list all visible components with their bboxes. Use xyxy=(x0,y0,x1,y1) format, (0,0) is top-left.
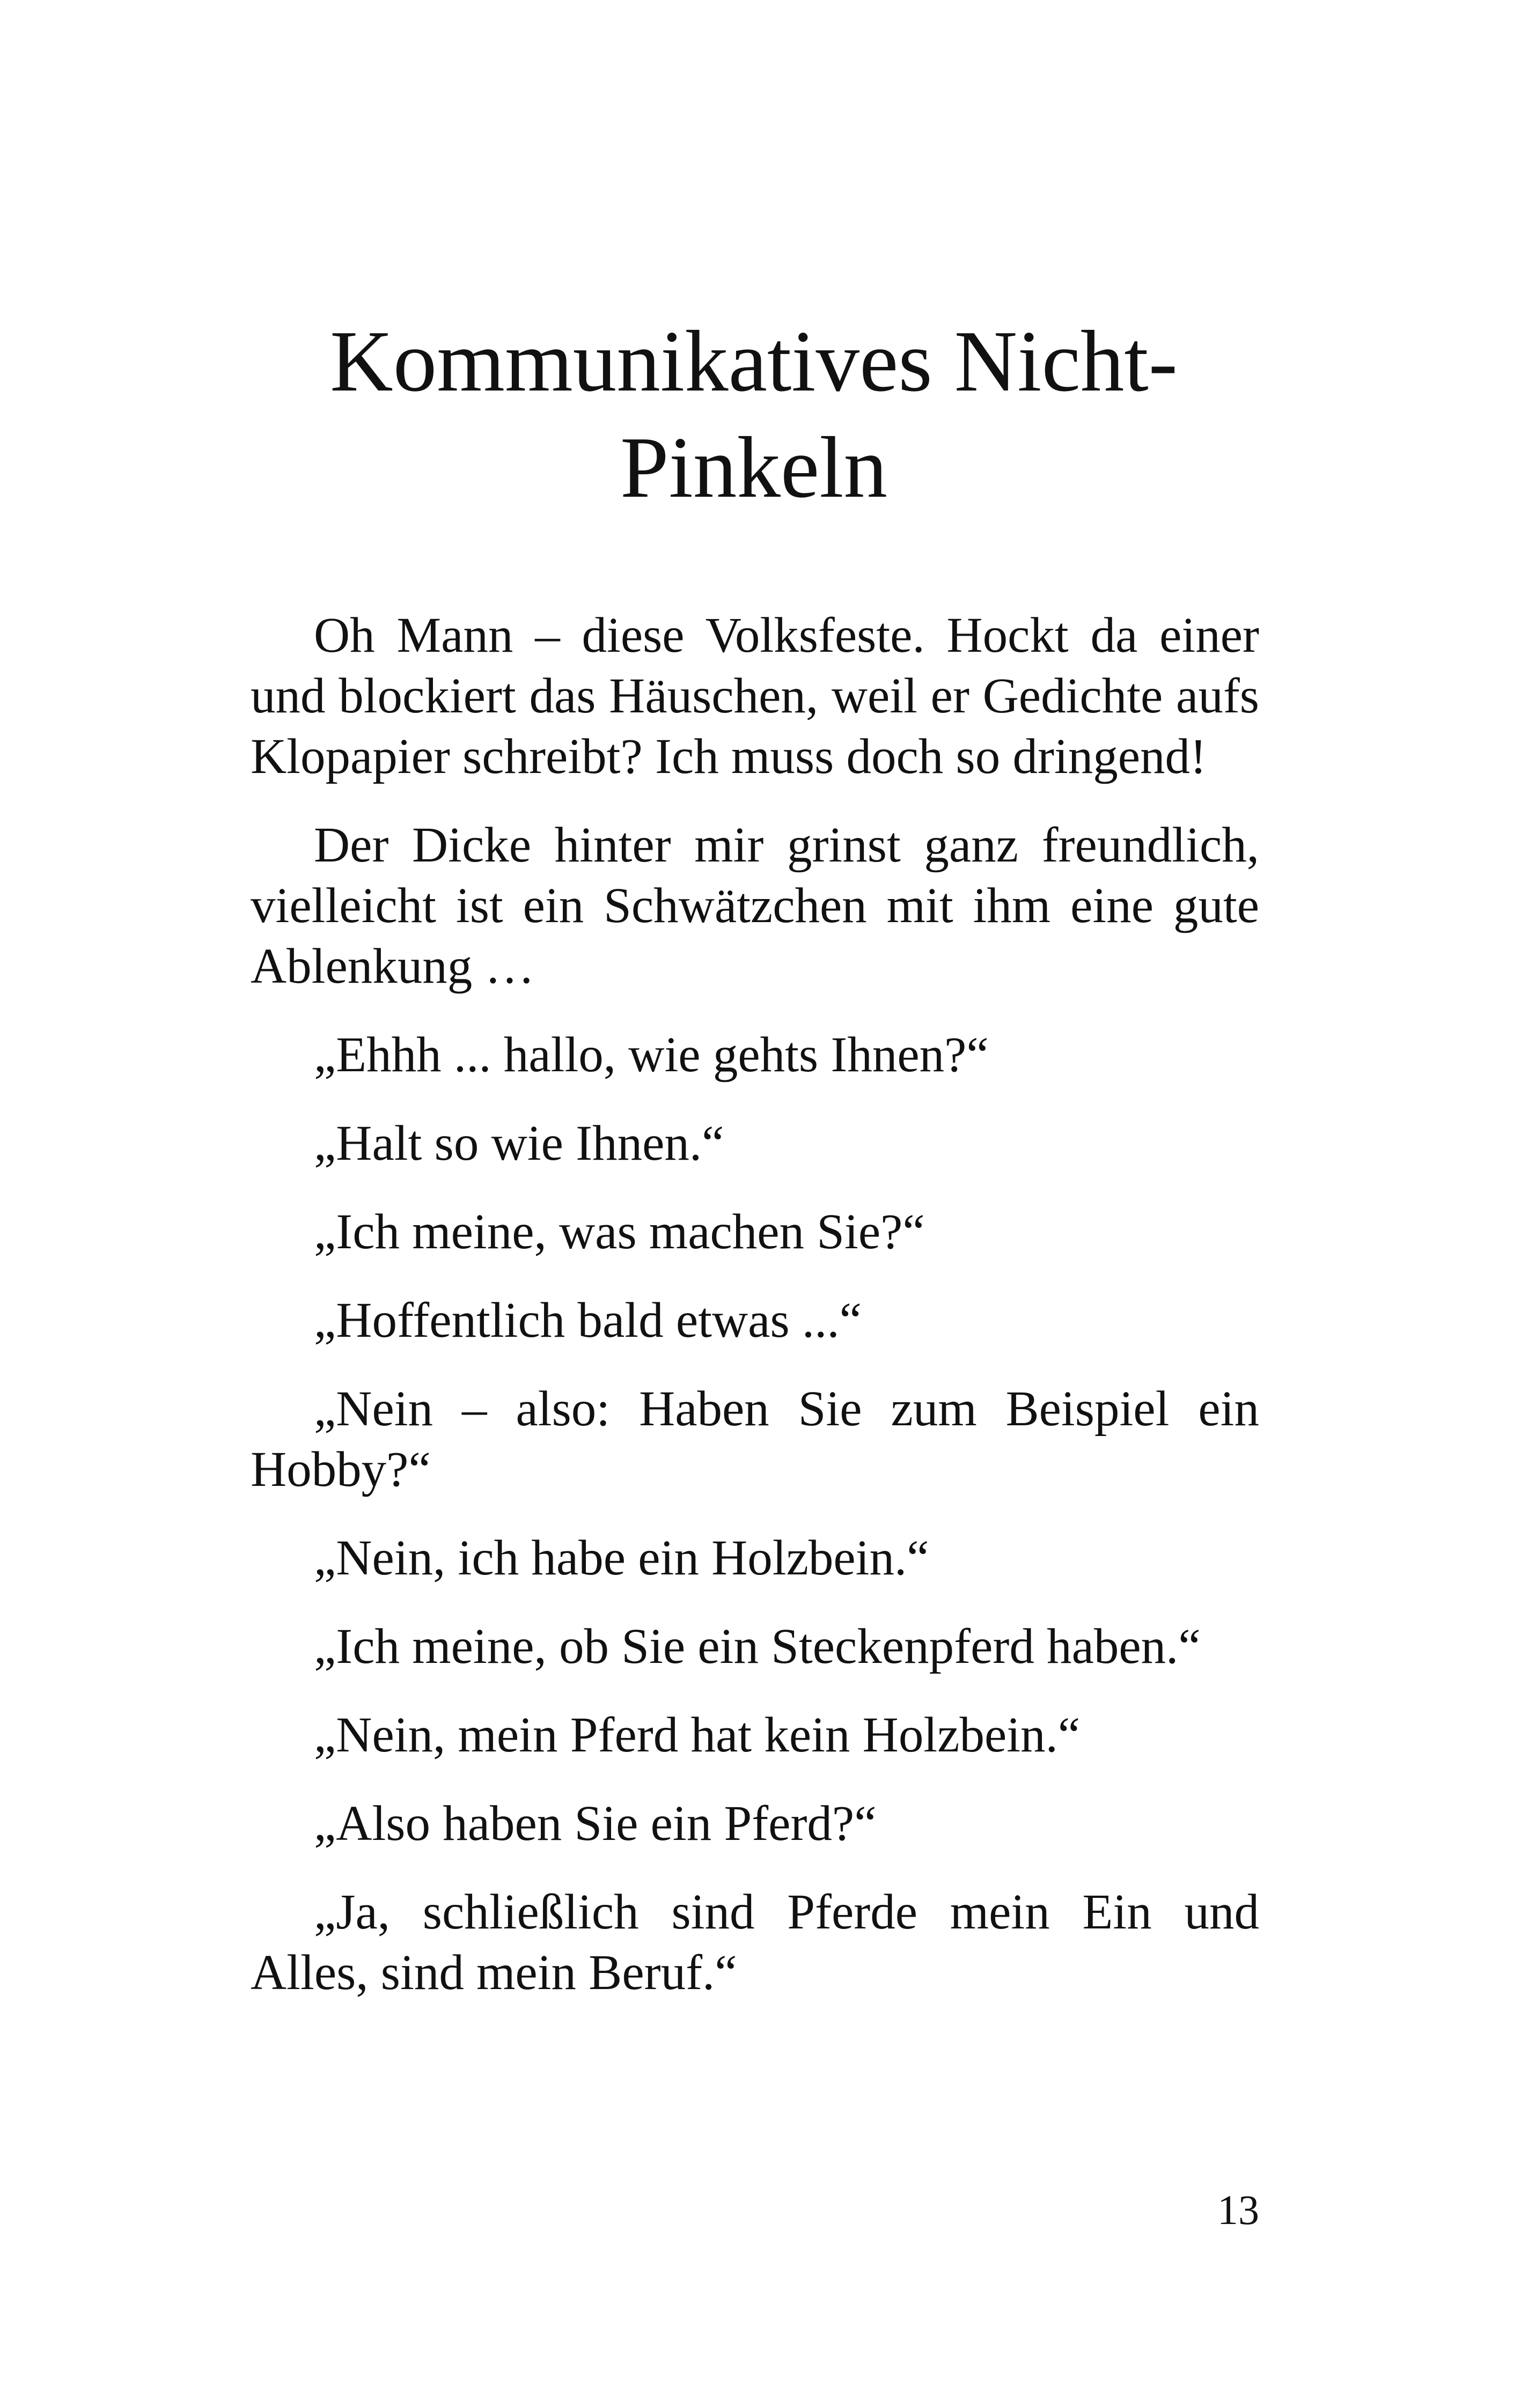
body-text xyxy=(251,605,1259,2031)
chapter-title xyxy=(252,308,1255,521)
dialogue-line: „Ich meine, was machen Sie?“ xyxy=(314,1204,925,1260)
dialogue-line: „Halt so wie Ihnen.“ xyxy=(314,1116,724,1171)
dialogue-line: „Nein, ich habe ein Holzbein.“ xyxy=(314,1530,929,1586)
dialogue-line: „Hoffentlich bald etwas ...“ xyxy=(314,1293,862,1348)
dialogue-line: „Ja, schließlich sind Pferde mein Ein und Alles, sind mein Beruf.“ xyxy=(251,1884,1259,2000)
dialogue-line: „Ich meine, ob Sie ein Steckenpferd haben.“ xyxy=(314,1619,1201,1674)
dialogue-line: „Also haben Sie ein Pferd?“ xyxy=(314,1796,877,1851)
paragraph: Der Dicke hinter mir grinst ganz freundlich, vielleicht ist ein Schwätzchen mit ihm eine gute Ablenkung … xyxy=(251,818,1259,994)
dialogue-line: „Nein, mein Pferd hat kein Holzbein.“ xyxy=(314,1707,1081,1763)
paragraph: Oh Mann – diese Volksfeste. Hockt da einer und blockiert das Häuschen, weil er Gedichte aufs Klopapier schreibt? Ich muss doch so dringend! xyxy=(251,608,1259,784)
dialogue-line: „Nein – also: Haben Sie zum Beispiel ein Hobby?“ xyxy=(251,1381,1259,1497)
page-number: 13 xyxy=(1217,2186,1259,2233)
chapter-title-line-1: Kommunikatives Nicht- xyxy=(330,313,1178,410)
chapter-title-line-2: Pinkeln xyxy=(620,419,888,516)
dialogue-line: „Ehhh ... hallo, wie gehts Ihnen?“ xyxy=(314,1027,989,1083)
